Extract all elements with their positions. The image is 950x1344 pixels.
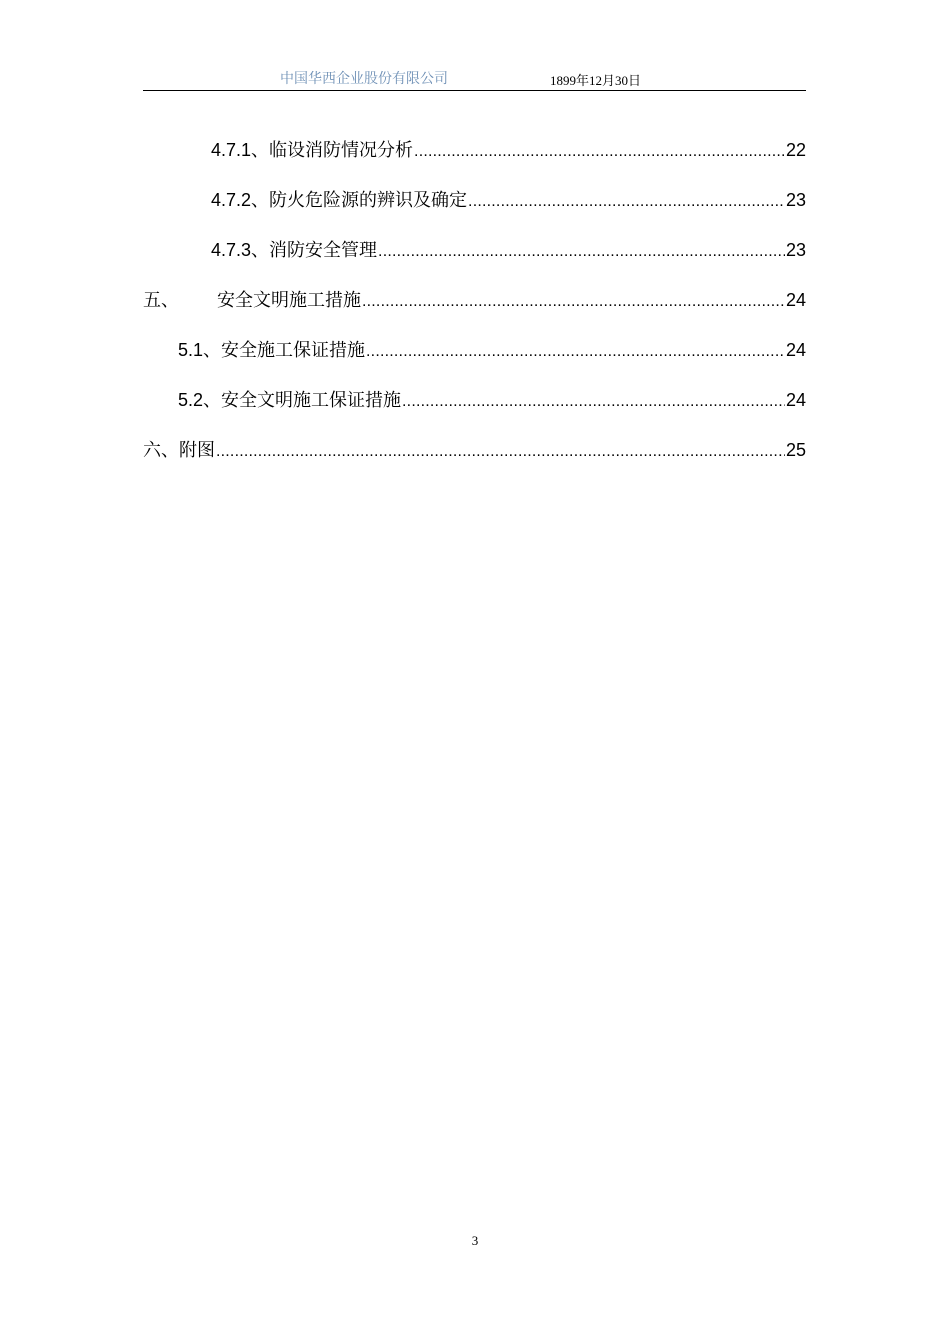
toc-entry-text: 安全文明施工措施 [217, 290, 361, 311]
toc-dot-leader [414, 140, 785, 164]
toc-dot-leader [216, 440, 785, 464]
toc-entry-separator: 、 [251, 190, 270, 211]
toc-entry-page: 24 [785, 290, 806, 310]
toc-entry-text: 消防安全管理 [269, 240, 378, 261]
toc-entry-page: 25 [785, 440, 806, 460]
toc-entry[interactable] [211, 138, 806, 162]
toc-entry-text: 防火危险源的辨识及确定 [269, 190, 468, 211]
page-header [143, 68, 806, 91]
toc-dot-leader [366, 340, 785, 364]
toc-dot-leader [362, 290, 785, 314]
toc-entry-title [178, 338, 365, 363]
toc-entry-number: 4.7.3 [211, 240, 252, 260]
toc-entry-title [143, 439, 215, 463]
toc-entry-text: 安全施工保证措施 [221, 340, 366, 361]
toc-entry-number: 4.7.1 [211, 140, 252, 160]
toc-entry-page: 22 [785, 140, 806, 160]
toc-entry[interactable] [211, 188, 806, 212]
toc-entry[interactable] [178, 388, 806, 412]
toc-entry-separator: 、 [251, 240, 270, 261]
toc-entry-page: 24 [785, 390, 806, 410]
toc-entry-number: 4.7.2 [211, 190, 252, 210]
toc-entry[interactable] [178, 338, 806, 362]
toc-entry-number: 5.2 [178, 390, 204, 410]
toc-entry[interactable] [143, 288, 806, 312]
toc-entry-title [211, 238, 377, 263]
toc-entry-page: 23 [785, 190, 806, 210]
toc-entry-number: 六、 [143, 440, 179, 461]
toc-entry-number: 5.1 [178, 340, 204, 360]
toc-entry[interactable] [143, 438, 806, 462]
header-date: 1899年12月30日 [550, 73, 642, 88]
toc-entry-text: 安全文明施工保证措施 [221, 390, 402, 411]
toc-dot-leader [378, 240, 785, 264]
toc-entry-page: 23 [785, 240, 806, 260]
toc-entry-number: 五、 [143, 290, 179, 311]
toc-entry-page: 24 [785, 340, 806, 360]
footer-page-number: 3 [471, 1233, 479, 1248]
toc-entry[interactable] [211, 238, 806, 262]
toc-entry-separator: 、 [251, 140, 270, 161]
toc-dot-leader [402, 390, 785, 414]
toc-entry-title [143, 289, 361, 313]
toc-entry-text: 附图 [179, 440, 215, 461]
toc-entry-title [211, 188, 467, 213]
toc-entry-separator: 、 [203, 390, 222, 411]
toc-entry-title [178, 388, 401, 413]
toc-entry-text: 临设消防情况分析 [269, 140, 414, 161]
header-company-name: 中国华西企业股份有限公司 [280, 71, 448, 87]
toc-dot-leader [468, 190, 785, 214]
toc-entry-title [211, 138, 413, 163]
toc-entry-separator: 、 [203, 340, 222, 361]
